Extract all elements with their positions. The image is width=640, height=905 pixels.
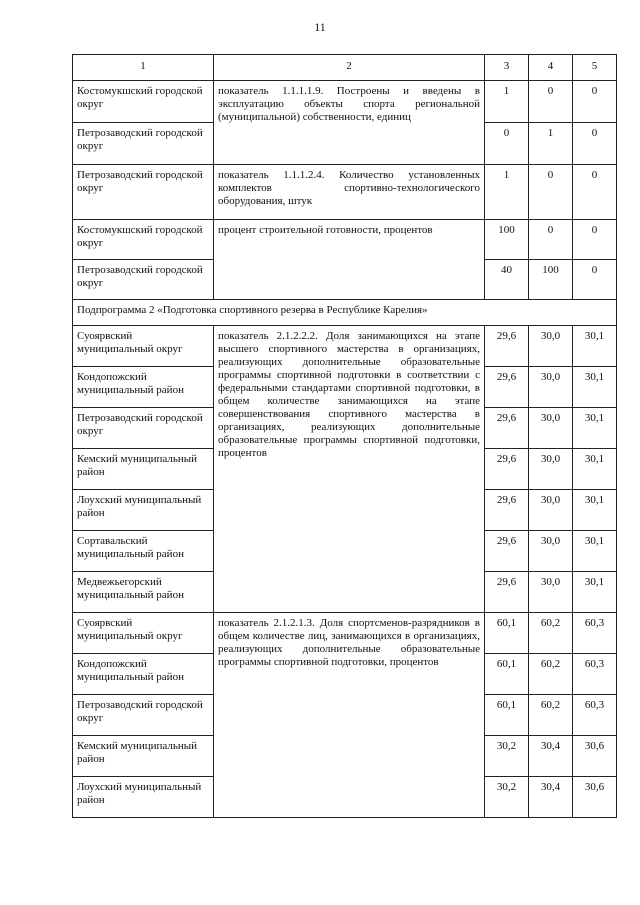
value-cell: 0: [573, 81, 617, 123]
value-cell: 60,1: [485, 613, 529, 654]
value-cell: 29,6: [485, 367, 529, 408]
value-cell: 60,3: [573, 613, 617, 654]
indicator-description: показатель 1.1.1.2.4. Количество установленных комплектов спортивно-технологического оборудования, штук: [214, 165, 485, 220]
district-cell: Лоухский муниципальный район: [73, 777, 214, 818]
district-cell: Кондопожский муниципальный район: [73, 654, 214, 695]
value-cell: 30,1: [573, 367, 617, 408]
indicator-description: показатель 1.1.1.1.9. Построены и введены в эксплуатацию объекты спорта региональной (муниципальной) собственности, единиц: [214, 81, 485, 165]
value-cell: 0: [573, 220, 617, 260]
value-cell: 29,6: [485, 408, 529, 449]
value-cell: 30,1: [573, 449, 617, 490]
district-cell: Кемский муниципальный район: [73, 736, 214, 777]
value-cell: 0: [573, 260, 617, 300]
indicator-description: процент строительной готовности, процентов: [214, 220, 485, 300]
table-row: [73, 326, 617, 367]
value-cell: 29,6: [485, 326, 529, 367]
district-cell: Петрозаводский городской округ: [73, 123, 214, 165]
value-cell: 60,3: [573, 695, 617, 736]
district-cell: Суоярвский муниципальный округ: [73, 613, 214, 654]
value-cell: 60,3: [573, 654, 617, 695]
district-cell: Петрозаводский городской округ: [73, 695, 214, 736]
value-cell: 30,1: [573, 326, 617, 367]
district-cell: Петрозаводский городской округ: [73, 260, 214, 300]
value-cell: 60,1: [485, 695, 529, 736]
header-cell: 5: [573, 55, 617, 81]
value-cell: 0: [485, 123, 529, 165]
value-cell: 0: [529, 165, 573, 220]
district-cell: Костомукшский городской округ: [73, 81, 214, 123]
value-cell: 40: [485, 260, 529, 300]
indicator-description: показатель 2.1.2.1.3. Доля спортсменов-разрядников в общем количестве лиц, занимающихся в организациях, реализующих дополнительные образовательные программы спортивной подготовки, процентов: [214, 613, 485, 818]
value-cell: 30,0: [529, 490, 573, 531]
value-cell: 30,1: [573, 572, 617, 613]
value-cell: 0: [573, 165, 617, 220]
indicator-description: показатель 2.1.2.2.2. Доля занимающихся на этапе высшего спортивного мастерства в организациях, реализующих дополнительные образовательные программы спортивной подготовки в соответствии с федеральными стандартами спортивной подготовки, в общем количестве занимающихся на этапе совершенствования спортивного мастерства в организациях, реализующих дополнительные образовательные программы спортивной подготовки, процентов: [214, 326, 485, 613]
value-cell: 30,1: [573, 490, 617, 531]
header-cell: 3: [485, 55, 529, 81]
value-cell: 29,6: [485, 572, 529, 613]
value-cell: 30,0: [529, 367, 573, 408]
page-number: 11: [314, 20, 326, 34]
value-cell: 0: [529, 220, 573, 260]
district-cell: Медвежьегорский муниципальный район: [73, 572, 214, 613]
value-cell: 100: [529, 260, 573, 300]
value-cell: 30,2: [485, 777, 529, 818]
district-cell: Сортавальский муниципальный район: [73, 531, 214, 572]
district-cell: Суоярвский муниципальный округ: [73, 326, 214, 367]
value-cell: 30,0: [529, 408, 573, 449]
value-cell: 30,1: [573, 531, 617, 572]
value-cell: 60,2: [529, 613, 573, 654]
value-cell: 60,2: [529, 654, 573, 695]
indicators-table: [72, 54, 617, 818]
value-cell: 60,1: [485, 654, 529, 695]
value-cell: 29,6: [485, 490, 529, 531]
district-cell: Лоухский муниципальный район: [73, 490, 214, 531]
value-cell: 29,6: [485, 449, 529, 490]
district-cell: Костомукшский городской округ: [73, 220, 214, 260]
value-cell: 1: [485, 165, 529, 220]
district-cell: Петрозаводский городской округ: [73, 408, 214, 449]
value-cell: 30,2: [485, 736, 529, 777]
value-cell: 30,0: [529, 531, 573, 572]
value-cell: 0: [529, 81, 573, 123]
district-cell: Кондопожский муниципальный район: [73, 367, 214, 408]
table-row: [73, 220, 617, 260]
district-cell: Петрозаводский городской округ: [73, 165, 214, 220]
value-cell: 30,6: [573, 777, 617, 818]
value-cell: 30,6: [573, 736, 617, 777]
header-cell: 2: [214, 55, 485, 81]
value-cell: 0: [573, 123, 617, 165]
subprogram-title: Подпрограмма 2 «Подготовка спортивного резерва в Республике Карелия»: [73, 300, 617, 326]
value-cell: 30,1: [573, 408, 617, 449]
value-cell: 30,4: [529, 777, 573, 818]
value-cell: 1: [529, 123, 573, 165]
header-cell: 1: [73, 55, 214, 81]
value-cell: 30,0: [529, 572, 573, 613]
table-row: [73, 613, 617, 654]
value-cell: 30,4: [529, 736, 573, 777]
district-cell: Кемский муниципальный район: [73, 449, 214, 490]
value-cell: 29,6: [485, 531, 529, 572]
section-row: [73, 300, 617, 326]
value-cell: 100: [485, 220, 529, 260]
value-cell: 30,0: [529, 449, 573, 490]
table-row: [73, 165, 617, 220]
table-row: [73, 81, 617, 123]
value-cell: 30,0: [529, 326, 573, 367]
value-cell: 60,2: [529, 695, 573, 736]
value-cell: 1: [485, 81, 529, 123]
header-cell: 4: [529, 55, 573, 81]
table-header-row: [73, 55, 617, 81]
